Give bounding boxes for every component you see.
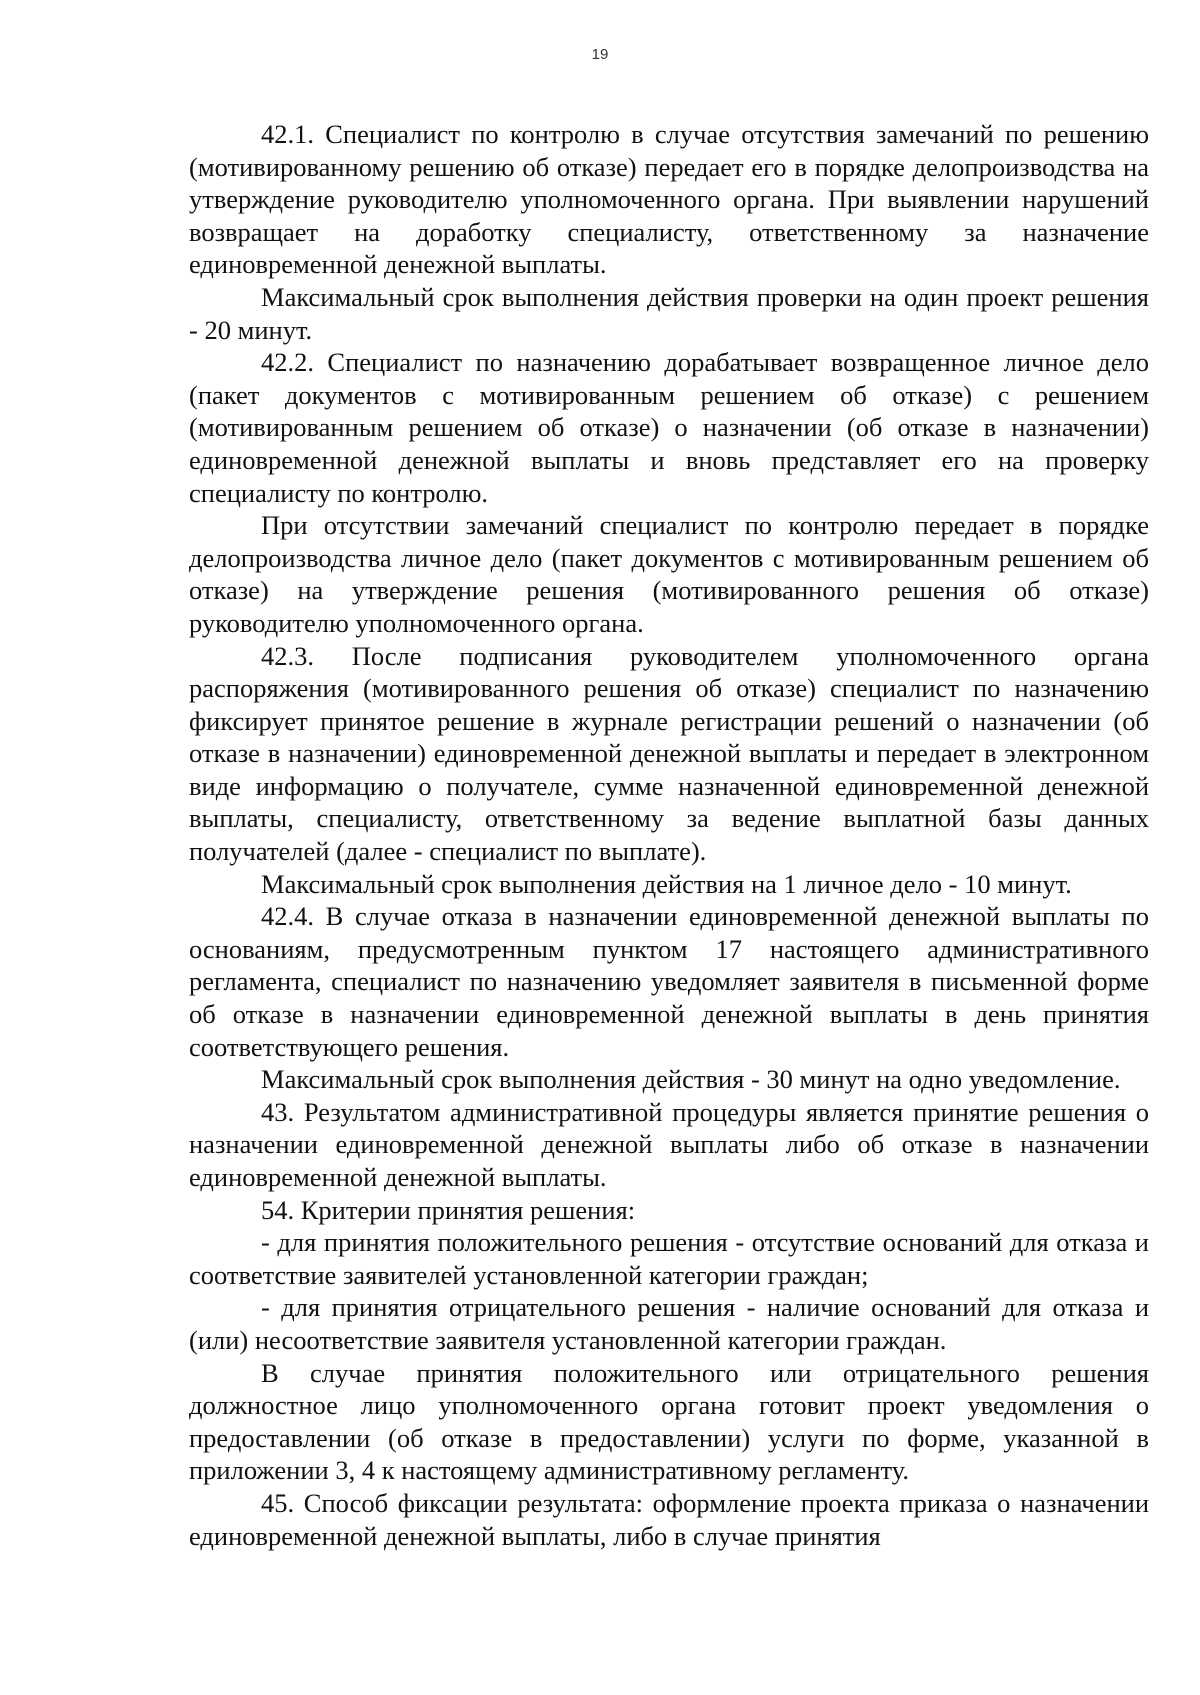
paragraph-decision-notification: В случае принятия положительного или отрицательного решения должностное лицо уполномоченного органа готовит проект уведомления о предоставлении (об отказе в предоставлении) услуги по форме, указанной в приложении 3, 4 к настоящему административному регламенту. [189,1357,1149,1486]
paragraph-positive-decision: - для принятия положительного решения - отсутствие оснований для отказа и соответствие заявителей установленной категории граждан; [189,1227,1149,1290]
paragraph-42-2: 42.2. Специалист по назначению дорабатывает возвращенное личное дело (пакет документов с мотивированным решением об отказе) с решением (мотивированным решением об отказе) о назначении (об отказе в назначении) единовременной денежной выплаты и вновь представляет его на проверку специалисту по контролю. [189,347,1149,508]
paragraph-42-3: 42.3. После подписания руководителем уполномоченного органа распоряжения (мотивированного решения об отказе) специалист по назначению фиксирует принятое решение в журнале регистрации решений о назначении (об отказе в назначении) единовременной денежной выплаты и передает в электронном виде информацию о получателе, сумме назначенной единовременной денежной выплаты, специалисту, ответственному за ведение выплатной базы данных получателей (далее - специалист по выплате). [189,640,1149,867]
paragraph-no-remarks: При отсутствии замечаний специалист по контролю передает в порядке делопроизводства личное дело (пакет документов с мотивированным решением об отказе) на утверждение решения (мотивированного решения об отказе) руководителю уполномоченного органа. [189,510,1149,638]
paragraph-42-4: 42.4. В случае отказа в назначении единовременной денежной выплаты по основаниям, предусмотренным пунктом 17 настоящего административного регламента, специалист по назначению уведомляет заявителя в письменной форме об отказе в назначении единовременной денежной выплаты в день принятия соответствующего решения. [189,901,1149,1062]
paragraph-54: 54. Критерии принятия решения: [261,1194,636,1225]
paragraph-45: 45. Способ фиксации результата: оформление проекта приказа о назначении единовременной денежной выплаты, либо в случае принятия [189,1487,1149,1551]
page-number: 19 [591,46,609,63]
document-body [189,118,1149,1552]
paragraph-max-time-check: Максимальный срок выполнения действия проверки на один проект решения - 20 минут. [189,281,1149,345]
paragraph-max-time-personal-file: Максимальный срок выполнения действия на 1 личное дело - 10 минут. [261,868,1072,899]
paragraph-max-time-notification: Максимальный срок выполнения действия - 30 минут на одно уведомление. [261,1064,1121,1095]
paragraph-42-1: 42.1. Специалист по контролю в случае отсутствия замечаний по решению (мотивированному решению об отказе) передает его в порядке делопроизводства на утверждение руководителю уполномоченного органа. При выявлении нарушений возвращает на доработку специалисту, ответственному за назначение единовременной денежной выплаты. [189,119,1149,280]
paragraph-negative-decision: - для принятия отрицательного решения - наличие оснований для отказа и (или) несоответствие заявителя установленной категории граждан. [189,1292,1149,1355]
paragraph-43: 43. Результатом административной процедуры является принятие решения о назначении единовременной денежной выплаты либо об отказе в назначении единовременной денежной выплаты. [189,1096,1149,1192]
